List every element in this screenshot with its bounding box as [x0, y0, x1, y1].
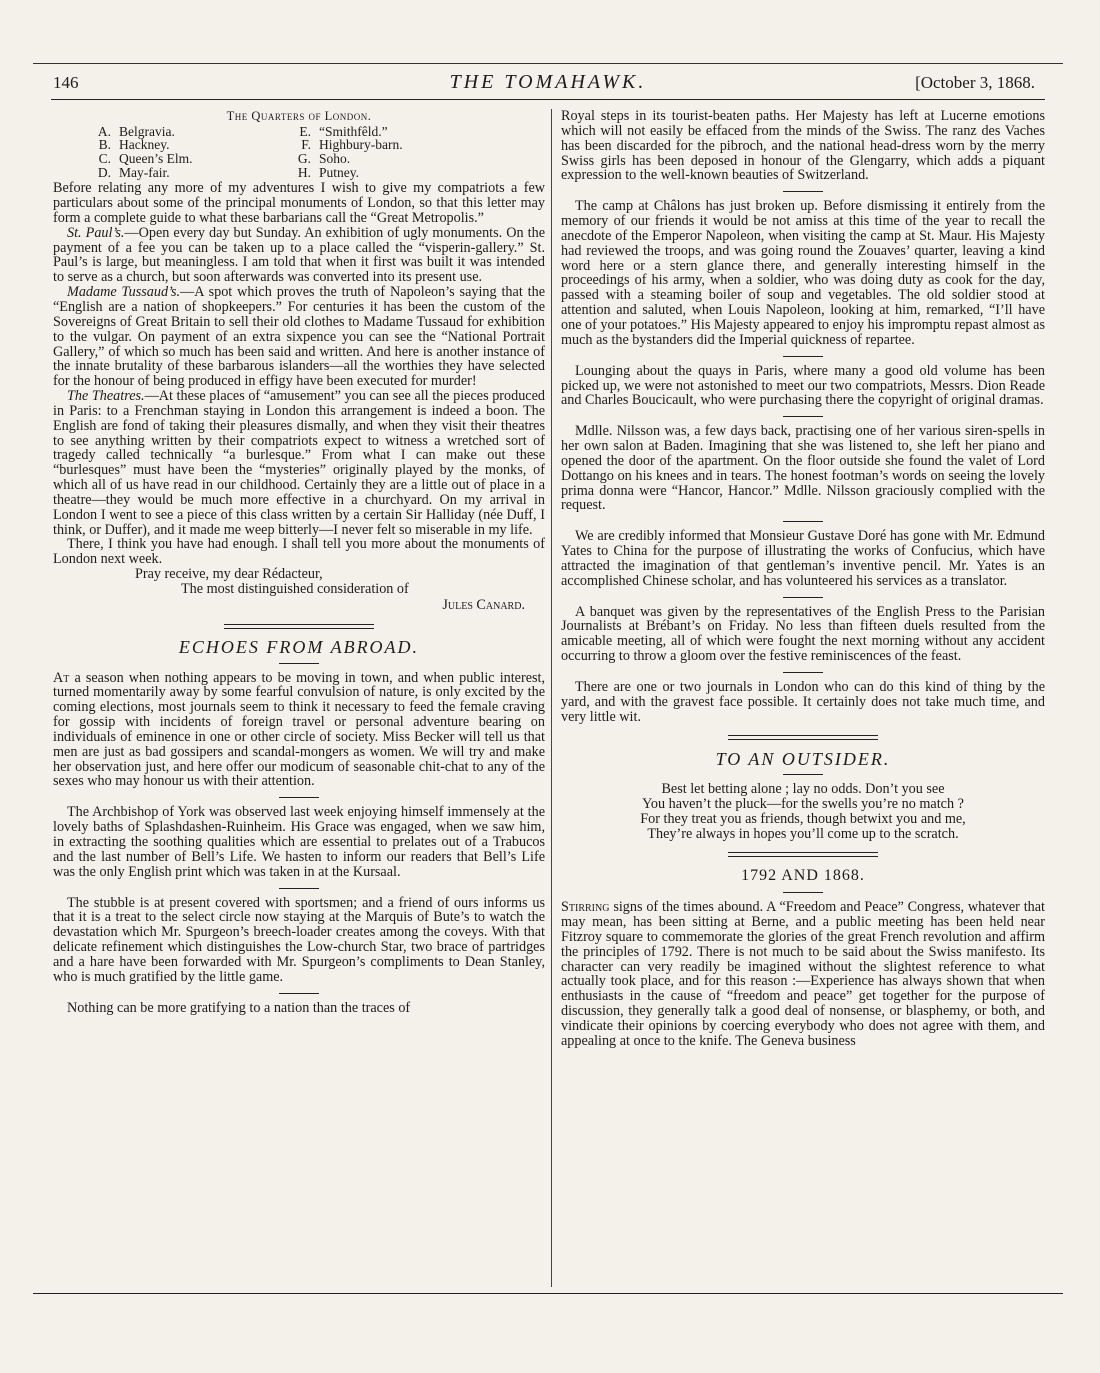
- paragraph: Mdlle. Nilsson was, a few days back, practising one of her various siren-spells in her own salon at Baden. Imagining that she was listened to, she left her piano and opened the door of the apartment. On the floor outside she found the valet of Lord Dottango on his knees and in tears. The honest footman’s words on seeing the lovely prima donna were “Hancor, Hancor.” Mdlle. Nilsson graciously complied with the request.: [561, 423, 1045, 514]
- paragraph: There are one or two journals in London who can do this kind of thing by the yard, and with the gravest face possible. It certainly does not take much time, and very little wit.: [561, 679, 1045, 725]
- signature: Jules Canard.: [442, 596, 525, 613]
- paragraph-lead: St. Paul’s.: [67, 224, 125, 241]
- short-rule: [783, 672, 823, 673]
- paragraph: There, I think you have had enough. I shall tell you more about the monuments of London next week.: [53, 536, 545, 568]
- column-rule: [551, 109, 552, 1287]
- section-divider: [728, 735, 878, 740]
- top-border: [33, 63, 1063, 64]
- paragraph: Madame Tussaud’s.—A spot which proves the truth of Napoleon’s saying that the “English are a nation of shopkeepers.” For centuries it has been the custom of the Sovereigns of Great Britain to sell their old clothes to Madame Tussaud for exhibition to the vulgar. On payment of an extra sixpence you can see the “National Portrait Gallery,” of which so much has been said and written. And here is another instance of the innate brutality of these barbarous islanders—all the worthies they have selected for the honour of being produced in effigy have been executed for murder!: [53, 284, 545, 390]
- letter-closing: Pray receive, my dear Rédacteur,: [135, 566, 323, 583]
- table-row: B. Hackney. F. Highbury-barn.: [98, 137, 403, 153]
- left-column: [53, 109, 545, 1015]
- short-rule: [783, 774, 823, 775]
- paragraph: The stubble is at present covered with sportsmen; and a friend of ours informs us that it is a treat to the select circle now staying at the Marquis of Bute’s to watch the devastation which Mr. Spurgeon’s breech-loader creates among the coveys. With that delicate refinement which distinguishes the Low-church Star, two brace of partridges and a hare have been forwarded with Mr. Spurgeon’s compliments to Dean Stanley, who is much gratified by the little game.: [53, 894, 545, 985]
- paragraph: St. Paul’s.—Open every day but Sunday. An exhibition of ugly monuments. On the payment of a fee you can be taken up to a place called the “visperin-gallery.” St. Paul’s is large, but meaningless. I am told that when it first was built it was intended to serve as a church, but soon afterwards was converted into its present use.: [53, 224, 546, 286]
- paragraph: A banquet was given by the representatives of the English Press to the Parisian Journalists at Brébant’s on Friday. No less than fifteen duels resulted from the amicable meeting, all of which were fought the next morning without any accident occurring to throw a gloom over the festive reminiscences of the feast.: [561, 603, 1045, 665]
- short-rule: [783, 191, 823, 192]
- masthead: THE TOMAHAWK.: [449, 71, 647, 93]
- bottom-rule: [33, 1293, 1063, 1294]
- header-rule: [51, 99, 1045, 100]
- letter-closing: The most distinguished consideration of: [181, 581, 409, 597]
- short-rule: [279, 888, 319, 889]
- paragraph: Before relating any more of my adventures I wish to give my compatriots a few particulars about some of the principal monuments of London, so that this letter may form a complete guide to what these barbarians call the “Great Metropolis.”: [53, 180, 545, 226]
- paragraph: Nothing can be more gratifying to a nation than the traces of: [67, 999, 411, 1016]
- verse-line: You haven’t the pluck—for the swells you’re no match ?: [642, 796, 964, 813]
- quarters-title: The Quarters of London.: [226, 109, 372, 123]
- section-divider: [728, 852, 878, 857]
- short-rule: [783, 356, 823, 357]
- paragraph: The Archbishop of York was observed last week enjoying himself immensely at the lovely baths of Splashdashen-Ruinheim. His Grace was engaged, when we saw him, in extracting the soothing qualities which are essential to prelates out of a Trabucos and the last number of Bell’s Life. We hasten to inform our readers that Bell’s Life was the only English print which was taken in at the Kursaal.: [53, 804, 545, 880]
- short-rule: [783, 521, 823, 522]
- table-row: A. Belgravia. E. “Smithfêld.”: [97, 123, 388, 139]
- paragraph: Stirring signs of the times abound. A “Freedom and Peace” Congress, whatever that may mean, has been sitting at Berne, and a public meeting has been held near Fitzroy square to commemorate the glories of the great French revolution and affirm the principles of 1792. There is not much to be said about the Swiss manifesto. Its character can very readily be imagined without the slightest reference to what actually took place, and for this reason :—Experience has always shown that when enthusiasts in the cause of “freedom and peace” get together for the purpose of discussion, they generally talk a good deal of nonsense, or blasphemy, or both, and vindicate their opinions by coercing everybody who does not agree with them, and appealing at once to the knife. The Geneva business: [561, 899, 1045, 1049]
- short-rule: [783, 597, 823, 598]
- short-rule: [783, 416, 823, 417]
- short-rule: [279, 663, 319, 664]
- page-header: [33, 71, 1063, 97]
- section-title: TO AN OUTSIDER.: [715, 748, 891, 769]
- section-title: 1792 AND 1868.: [741, 867, 865, 885]
- short-rule: [279, 797, 319, 798]
- paragraph: Lounging about the quays in Paris, where many a good old volume has been picked up, we were not astonished to meet our two compatriots, Messrs. Dion Reade and Charles Boucicault, who were purchasing there the copyright of original dramas.: [561, 362, 1045, 409]
- paragraph: We are credibly informed that Monsieur Gustave Doré has gone with Mr. Edmund Yates to China for the purpose of illustrating the works of Confucius, which have attracted the imagination of that gentleman’s inventive pencil. Mr. Yates is an accomplished Chinese scholar, and has volunteered his services as a translator.: [561, 528, 1045, 589]
- newspaper-page: [33, 63, 1063, 1313]
- table-row: C. Queen’s Elm. G. Soho.: [98, 151, 351, 167]
- short-rule: [783, 892, 823, 893]
- verse: [561, 782, 1045, 842]
- short-rule: [279, 993, 319, 994]
- paragraph: The camp at Châlons has just broken up. Before dismissing it entirely from the memory of our friends it would be not amiss at this time of the year to recall the anecdote of the Emperor Napoleon, when visiting the camp at St. Maur. His Majesty had reviewed the troops, and was going round the Zouaves’ quarter, leaving a kind word here or a stern glance there, and generally interesting himself in the proceedings of his army, when a soldier, who was doing duty as cook for the day, passed with a steaming boiler of soup and vegetables. The old soldier stood at attention and saluted, when Louis Napoleon, looking at him, remarked, “I’ll have one of your potatoes.” His Majesty appeared to enjoy his impromptu repast almost as much as the bystanders did the Imperial quickness of repartee.: [561, 198, 1045, 348]
- quarters-table: [89, 125, 489, 179]
- table-row: D. May-fair. H. Putney.: [97, 164, 359, 180]
- paragraph: Royal steps in its tourist-beaten paths. Her Majesty has left at Lucerne emotions which will not easily be effaced from the minds of the Swiss. The ranz des Vaches has been discarded for the pibroch, and the national head-dress worn by the merry Swiss girls has been deposed in honour of the Glengarry, which adds a piquant expression to the well-known beauties of Switzerland.: [561, 108, 1045, 184]
- verse-line: Best let betting alone ; lay no odds. Don’t you see: [661, 781, 945, 798]
- section-divider: [224, 624, 374, 629]
- paragraph-lead: The Theatres.: [67, 388, 145, 405]
- paragraph: The Theatres.—At these places of “amusement” you can see all the pieces produced in Paris: to a Frenchman staying in London this arrangement is indeed a boon. The English are fond of taking their pleasures dismally, and when they visit their theatres to see anything written by their compatriots expect to witness a wretched sort of tragedy called technically “a burlesque.” From what I can make out these “burlesques” must have been the “mysteries” originally played by the monks, of which all of us have read in our childhood. Certainly they are a little out of place in a theatre—they would be much more effective in a churchyard. On my arrival in London I went to see a piece of this class written by a certain Sir Halliday (née Duff, I think, or Duffer), and it made me weep bitterly—I never felt so miserable in my life.: [53, 388, 545, 538]
- verse-line: For they treat you as friends, though betwixt you and me,: [640, 811, 966, 828]
- verse-line: They’re always in hopes you’ll come up to the scratch.: [647, 826, 959, 843]
- section-title: ECHOES FROM ABROAD.: [178, 636, 420, 657]
- page-number: 146: [53, 73, 79, 92]
- right-column: [561, 109, 1045, 1049]
- issue-date: [October 3, 1868.: [915, 73, 1035, 92]
- paragraph-lead: Madame Tussaud’s.: [67, 284, 181, 301]
- paragraph: At a season when nothing appears to be moving in town, and when public interest, turned momentarily away by some fearful convulsion of nature, is only excited by the coming elections, most journals seem to think it necessary to feed the female craving for gossip with incidents of foreign travel or personal adventure bearing on individuals of eminence in one or other circle of society. Miss Becker will tell us that men are just as bad gossipers and scandal-mongers as women. We will try and make her observation just, and here offer our modicum of seasonable chit-chat to any of the sexes who may honour us with their attention.: [53, 669, 546, 790]
